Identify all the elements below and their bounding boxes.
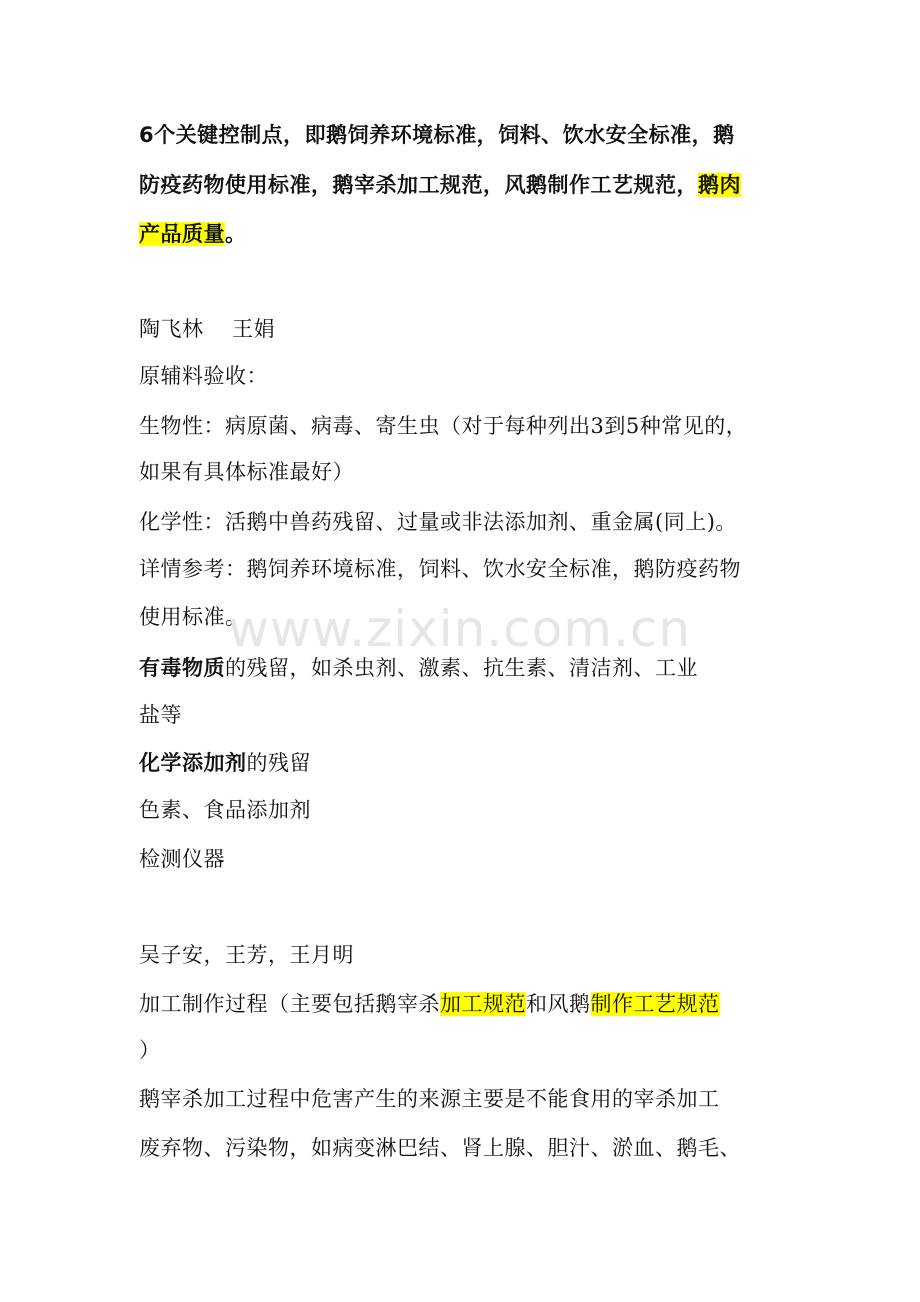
body-text: 盐等 [139,703,182,727]
process-line-1 [139,989,720,1019]
biological-line-1 [139,411,747,441]
intro-line-1 [139,120,735,150]
bold-term: 有毒物质 [139,656,225,680]
highlighted-text: 加工规范 [440,992,526,1016]
reference-line-2 [139,602,247,632]
highlighted-text: 产品质量 [139,222,225,246]
chemical-line [139,507,737,537]
body-text: 化学性：活鹅中兽药残留、过量或非法添加剂、重金属(同上)。 [139,510,737,534]
section1-authors [139,314,275,344]
authors-text: 陶飞林 王娟 [139,317,276,341]
body-text: 使用标准。 [139,605,247,629]
body-text: 加工制作过程（主要包括鹅宰杀 [139,992,440,1016]
intro-line-2 [139,170,741,200]
instrument-line [139,844,225,874]
watermark: www.zixin.com.cn [228,600,692,658]
bold-term: 化学添加剂 [139,751,247,775]
hazard-line-2 [139,1133,741,1163]
intro-text: 6个关键控制点，即鹅饲养环境标准，饲料、饮水安全标准，鹅 [139,123,735,147]
body-text: 废弃物、污染物，如病变淋巴结、肾上腺、胆汁、淤血、鹅毛、 [139,1136,741,1160]
biological-line-2 [139,457,354,487]
highlighted-text: 鹅肉 [698,173,741,197]
body-text: 检测仪器 [139,847,225,871]
additive-line [139,748,311,778]
highlighted-text: 制作工艺规范 [590,992,720,1016]
body-text: 鹅宰杀加工过程中危害产生的来源主要是不能食用的宰杀加工 [139,1087,720,1111]
intro-line-3 [139,219,247,249]
heading-text: 原辅料验收： [139,364,268,388]
intro-text: 防疫药物使用标准，鹅宰杀加工规范，风鹅制作工艺规范， [139,173,698,197]
body-text: 色素、食品添加剂 [139,798,311,822]
intro-text: 。 [225,222,247,246]
reference-line-1 [139,554,741,584]
authors-text: 吴子安，王芳，王月明 [139,943,354,967]
section1-heading [139,361,268,391]
body-text: ） [139,1038,161,1062]
hazard-line-1 [139,1084,720,1114]
body-text: 和风鹅 [526,992,591,1016]
toxic-line-1 [139,653,698,683]
section2-authors [139,940,354,970]
body-text: 如果有具体标准最好） [139,460,354,484]
pigment-line [139,795,311,825]
process-line-2 [139,1035,161,1065]
body-text: 详情参考：鹅饲养环境标准，饲料、饮水安全标准，鹅防疫药物 [139,557,741,581]
body-text: 的残留，如杀虫剂、激素、抗生素、清洁剂、工业 [225,656,698,680]
body-text: 的残留 [246,751,311,775]
body-text: 生物性：病原菌、病毒、寄生虫（对于每种列出3到5种常见的， [139,414,748,438]
toxic-line-2 [139,700,182,730]
